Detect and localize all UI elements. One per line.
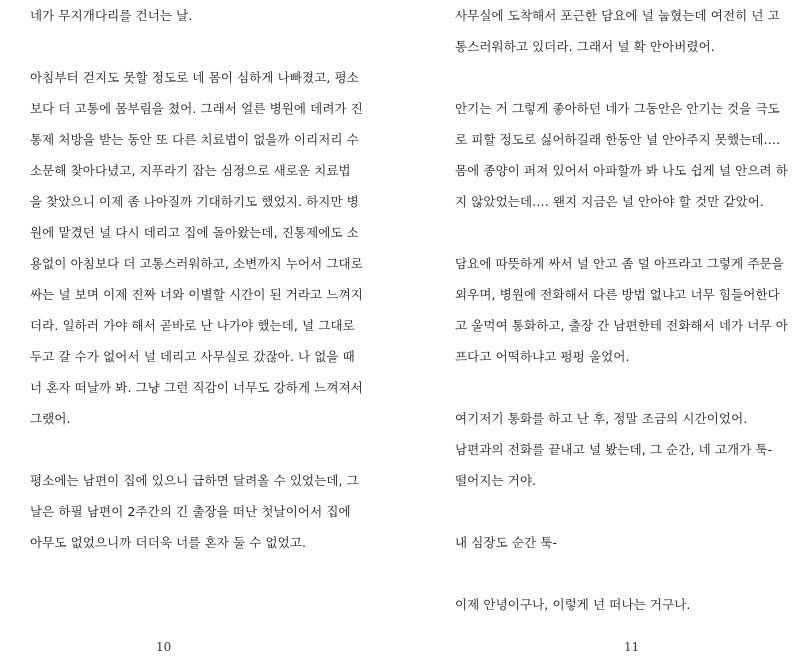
blank-line	[455, 62, 795, 93]
text-line: 통스러워하고 있더라. 그래서 널 확 안아버렸어.	[455, 39, 715, 54]
right-page-text	[455, 0, 795, 620]
text-line: 너 혼자 떠날까 봐. 그냥 그런 직감이 너무도 강하게 느껴져서	[30, 380, 363, 395]
text-line: 아침부터 걷지도 못할 정도로 네 몸이 심하게 나빠졌고, 평소	[30, 70, 359, 85]
page-number-right: 11	[624, 640, 640, 654]
text-line: 남편과의 전화를 끝내고 널 봤는데, 그 순간, 네 고개가 툭-	[455, 442, 773, 457]
text-line: 아무도 없었으니까 더더욱 너를 혼자 둘 수 없었고.	[30, 535, 307, 550]
left-page-text	[30, 0, 382, 558]
text-line: 내 심장도 순간 툭-	[455, 535, 558, 550]
text-line: 날은 하필 남편이 2주간의 긴 출장을 떠난 첫날이어서 집에	[30, 504, 351, 519]
text-line: 평소에는 남편이 집에 있으니 급하면 달려올 수 있었는데, 그	[30, 473, 359, 488]
blank-line	[455, 558, 795, 589]
text-line: 몸에 종양이 퍼져 있어서 아파할까 봐 나도 쉽게 널 안으려 하	[455, 163, 788, 178]
right-page	[400, 0, 800, 661]
text-line: 프다고 어떡하냐고 펑펑 울었어.	[455, 349, 630, 364]
text-line: 싸는 널 보며 이제 진짜 너와 이별할 시간이 된 거라고 느껴지	[30, 287, 363, 302]
blank-line	[455, 372, 795, 403]
text-line: 통제 처방을 받는 동안 또 다른 치료법이 없을까 이리저리 수	[30, 132, 359, 147]
text-line: 외우며, 병원에 전화해서 다른 방법 없냐고 너무 힘들어한다	[455, 287, 780, 302]
blank-line	[30, 434, 382, 465]
text-line: 그랬어.	[30, 411, 71, 426]
text-line: 두고 갈 수가 없어서 널 데리고 사무실로 갔잖아. 나 없을 때	[30, 349, 355, 364]
text-line: 이제 안녕이구나, 이렇게 넌 떠나는 거구나.	[455, 597, 691, 612]
text-line: 보다 더 고통에 몸부림을 쳤어. 그래서 얼른 병원에 데려가 진	[30, 101, 363, 116]
text-line: 사무실에 도착해서 포근한 담요에 널 눕혔는데 여전히 넌 고	[455, 8, 780, 23]
blank-line	[455, 217, 795, 248]
text-line: 을 찾았으니 이제 좀 나아질까 기대하기도 했었지. 하지만 병	[30, 194, 359, 209]
text-line: 안기는 거 그렇게 좋아하던 네가 그동안은 안기는 것을 극도	[455, 101, 780, 116]
text-line: 용없이 아침보다 더 고통스러워하고, 소변까지 누어서 그대로	[30, 256, 363, 271]
blank-line	[30, 31, 382, 62]
text-line: 더라. 일하러 가야 해서 곧바로 난 나가야 했는데, 널 그대로	[30, 318, 355, 333]
text-line: 소문해 찾아다녔고, 지푸라기 잡는 심정으로 새로운 치료법	[30, 163, 351, 178]
text-line: 고 울먹여 통화하고, 출장 간 남편한테 전화해서 네가 너무 아	[455, 318, 788, 333]
text-line: 지 않았었는데…. 왠지 지금은 널 안아야 할 것만 같았어.	[455, 194, 765, 209]
text-line: 원에 맡겼던 널 다시 데리고 집에 돌아왔는데, 진통제에도 소	[30, 225, 359, 240]
blank-line	[455, 496, 795, 527]
text-line: 여기저기 통화를 하고 난 후, 정말 조금의 시간이었어.	[455, 411, 748, 426]
text-line: 네가 무지개다리를 건너는 날.	[30, 8, 193, 23]
text-line: 로 피할 정도로 싫어하길래 한동안 널 안아주지 못했는데….	[455, 132, 781, 147]
page-number-left: 10	[156, 640, 172, 654]
text-line: 담요에 따뜻하게 싸서 널 안고 좀 덜 아프라고 그렇게 주문을	[455, 256, 784, 271]
text-line: 떨어지는 거야.	[455, 473, 537, 488]
